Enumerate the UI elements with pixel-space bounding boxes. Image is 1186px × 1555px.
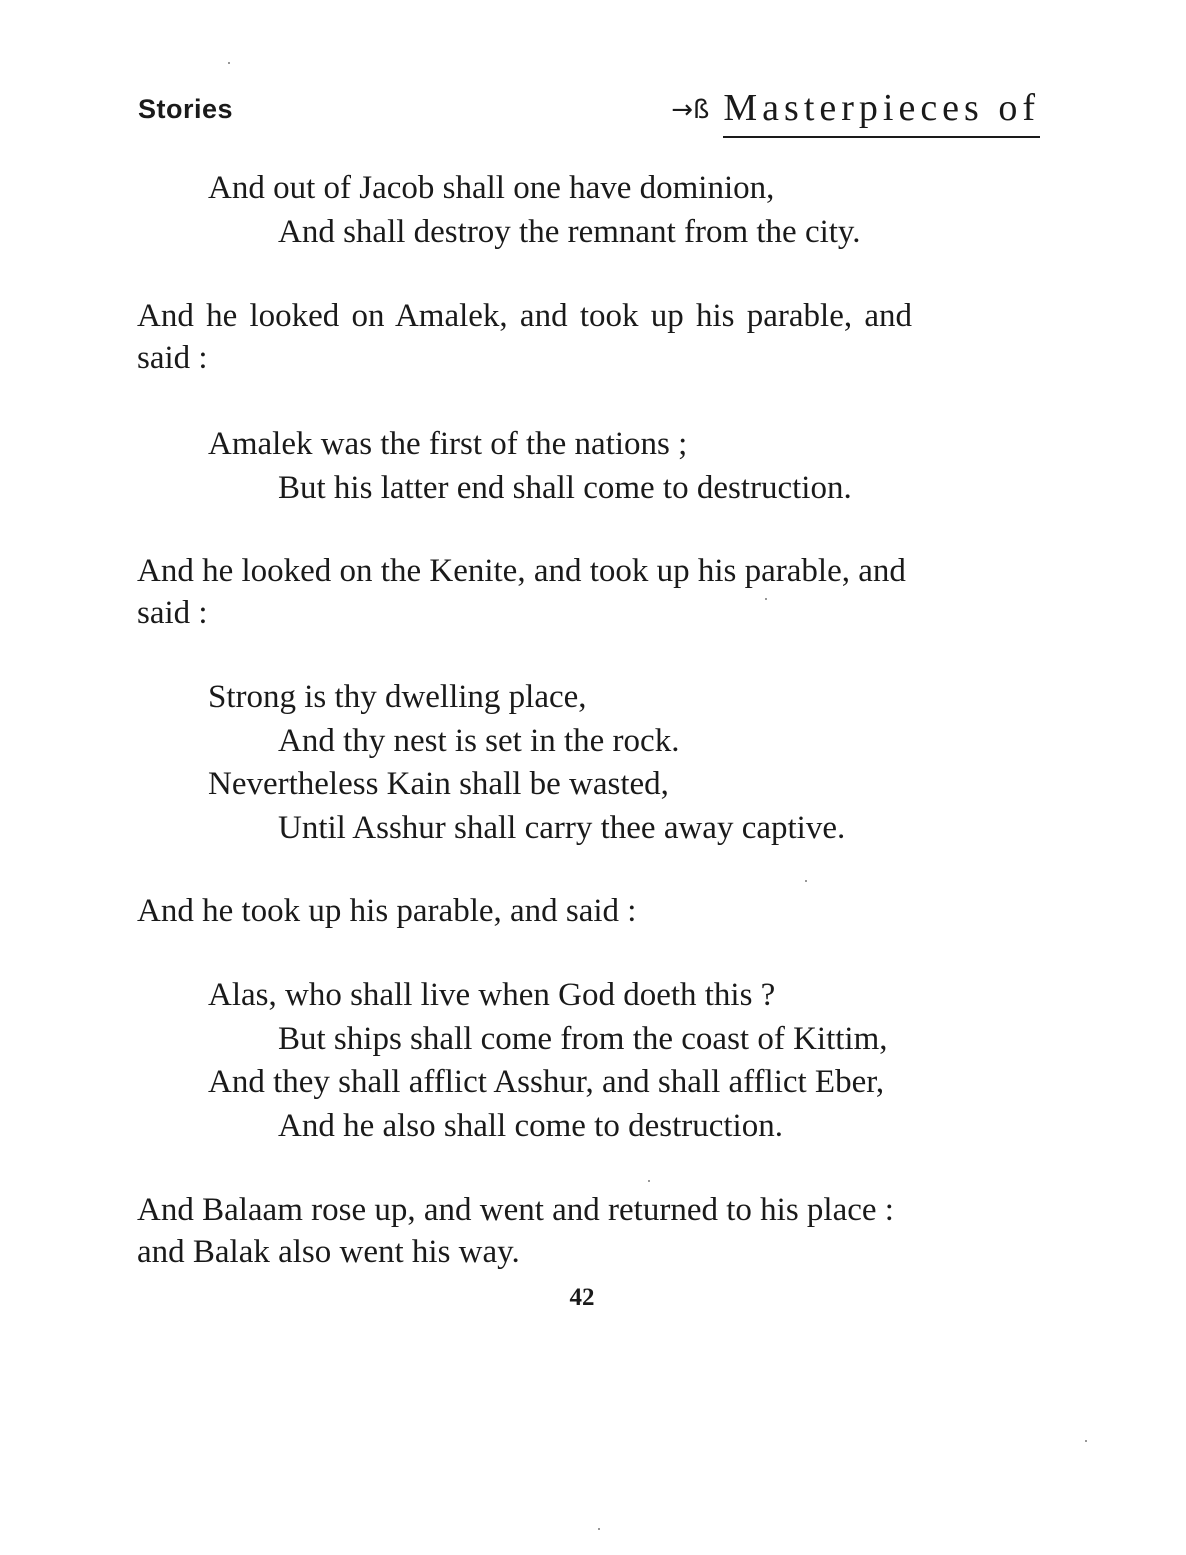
verse-line: And shall destroy the remnant from the city. [278, 214, 861, 250]
scan-speck [765, 598, 767, 600]
verse-line: Until Asshur shall carry thee away captive. [278, 810, 846, 846]
arrow-ornament-icon: →ß [671, 95, 710, 125]
scan-speck [805, 880, 807, 882]
verse-line: And thy nest is set in the rock. [278, 723, 680, 759]
verse-line: But ships shall come from the coast of Kittim, [278, 1021, 888, 1057]
verse-line: And he also shall come to destruction. [278, 1108, 783, 1144]
verse-line: And out of Jacob shall one have dominion, [208, 170, 775, 206]
prose-line: And Balaam rose up, and went and returned to his place : [137, 1192, 894, 1228]
prose-line: And he took up his parable, and said : [137, 893, 637, 929]
scan-speck [648, 1180, 650, 1182]
page-number: 42 [569, 1284, 595, 1311]
prose-line: And he looked on the Kenite, and took up his parable, and [137, 553, 906, 589]
prose-line: said : [137, 340, 208, 376]
verse-line: Alas, who shall live when God doeth this ? [208, 977, 776, 1013]
prose-line: And he looked on Amalek, and took up his parable, and [137, 298, 913, 334]
running-head-section: Stories [138, 94, 234, 124]
verse-line: Amalek was the first of the nations ; [208, 426, 688, 462]
verse-line: And they shall afflict Asshur, and shall afflict Eber, [208, 1064, 885, 1100]
running-head-title-block [620, 86, 1040, 138]
scan-speck [228, 62, 230, 64]
verse-line: Strong is thy dwelling place, [208, 679, 587, 715]
scan-speck [1085, 1440, 1087, 1442]
prose-line: said : [137, 595, 208, 631]
verse-line: Nevertheless Kain shall be wasted, [208, 766, 669, 802]
verse-line: But his latter end shall come to destruction. [278, 470, 852, 506]
scan-speck [598, 1528, 600, 1530]
running-head-title: Masterpieces of [723, 86, 1040, 138]
prose-line: and Balak also went his way. [137, 1234, 520, 1270]
